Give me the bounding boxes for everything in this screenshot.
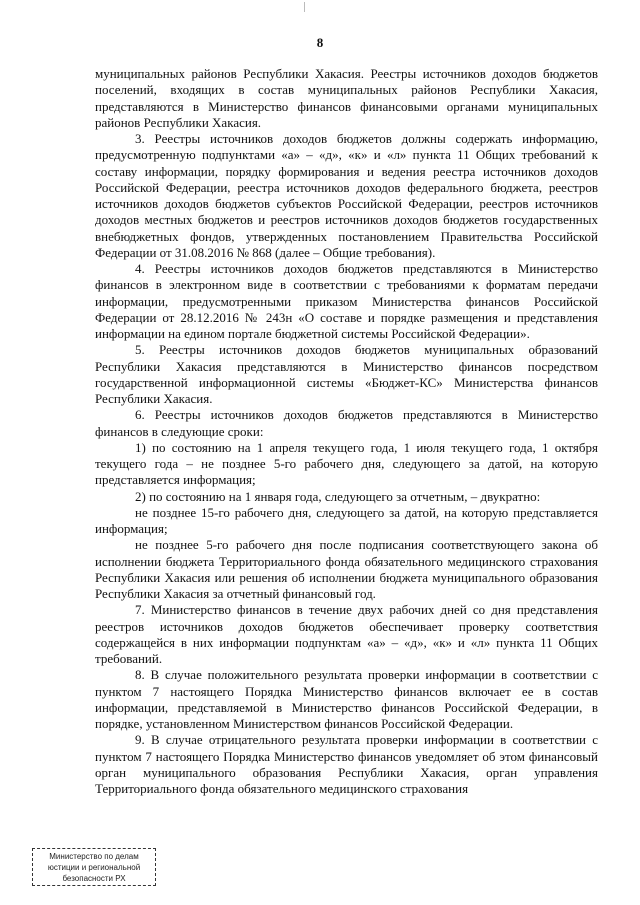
stamp-line: юстиции и региональной <box>47 863 141 872</box>
paragraph-4: 4. Реестры источников доходов бюджетов представляются в Министерство финансов в электронном виде в соответствии с требованиями к форматам передачи информации, предусмотренными приказом Министерства финансов Российской Федерации от 28.12.2016 № 243н «О составе и порядке размещения и представления информации на едином портале бюджетной системы Российской Федерации». <box>95 261 598 341</box>
paragraph-6: 6. Реестры источников доходов бюджетов представляются в Министерство финансов в следующие сроки: <box>95 407 598 439</box>
document-body <box>95 66 598 797</box>
paragraph-6-item-2b: не позднее 5-го рабочего дня после подписания соответствующего закона об исполнении бюджета Территориального фонда обязательного медицинского страхования Республики Хакасия или решения об исполнении бюджета муниципального образования Республики Хакасия за отчетный финансовый год. <box>95 537 598 601</box>
paragraph-5: 5. Реестры источников доходов бюджетов муниципальных образований Республики Хакасия представляются в Министерство финансов посредством государственной информационной системы «Бюджет-КС» Министерства финансов Республики Хакасия. <box>95 342 598 406</box>
paragraph-7: 7. Министерство финансов в течение двух рабочих дней со дня представления реестров источников доходов бюджетов обеспечивает проверку соответствия содержащейся в них информации подпунктам «а» – «д», «к» и «л» пункта 11 Общих требований. <box>95 602 598 666</box>
paragraph-6-item-2: 2) по состоянию на 1 января года, следующего за отчетным, – двукратно: <box>135 488 541 504</box>
scan-mark <box>304 2 305 12</box>
paragraph-continuation: муниципальных районов Республики Хакасия. Реестры источников доходов бюджетов поселений, входящих в состав муниципальных районов Республики Хакасия, представляются в Министерство финансов финансовыми органами муниципальных районов Республики Хакасия. <box>95 66 598 130</box>
paragraph-3: 3. Реестры источников доходов бюджетов должны содержать информацию, предусмотренную подпунктами «а» – «д», «к» и «л» пункта 11 Общих требований к составу информации, порядку формирования и ведения реестра источников доходов Российской Федерации, реестра источников доходов федерального бюджета, реестров источников доходов бюджетов субъектов Российской Федерации, реестров источников доходов местных бюджетов и реестров источников доходов бюджетов государственных внебюджетных фондов, утвержденных постановлением Правительства Российской Федерации от 31.08.2016 № 868 (далее – Общие требования). <box>95 131 598 260</box>
stamp-line: безопасности РХ <box>62 874 126 883</box>
paragraph-9: 9. В случае отрицательного результата проверки информации в соответствии с пунктом 7 настоящего Порядка Министерство финансов уведомляет об этом финансовый орган муниципального образования Республики Хакасия, орган управления Территориального фонда обязательного медицинского страхования <box>95 732 598 796</box>
paragraph-6-item-1: 1) по состоянию на 1 апреля текущего года, 1 июля текущего года, 1 октября текущего года – не позднее 5-го рабочего дня, следующего за датой, на которую представляется информация; <box>95 439 598 488</box>
paragraph-6-item-2a: не позднее 15-го рабочего дня, следующего за датой, на которую представляется информация; <box>95 504 598 536</box>
page-number: 8 <box>316 35 324 50</box>
registration-stamp <box>32 848 156 886</box>
paragraph-8: 8. В случае положительного результата проверки информации в соответствии с пунктом 7 настоящего Порядка Министерство финансов включает ее в состав информации, представляемой в Министерство финансов Российской Федерации, в порядке, установленном Министерством финансов Российской Федерации. <box>95 667 598 731</box>
stamp-line: Министерство по делам <box>49 852 139 861</box>
